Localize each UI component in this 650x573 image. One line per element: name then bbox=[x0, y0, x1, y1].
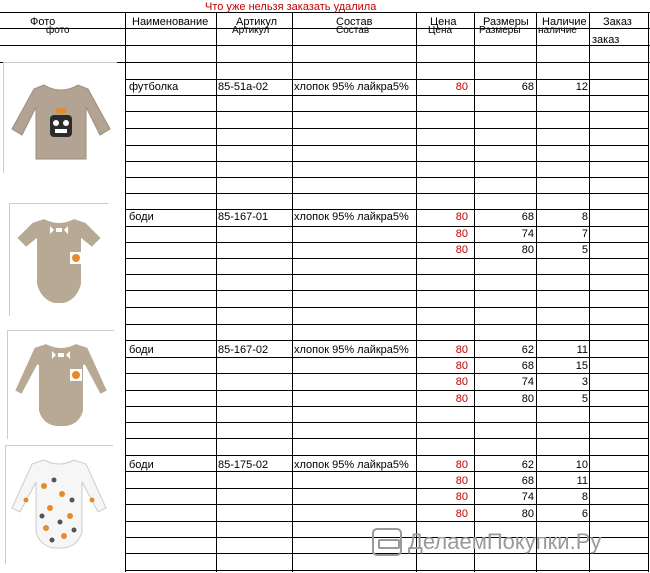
stock-cell: 8 bbox=[581, 491, 588, 503]
grid-row-line bbox=[125, 521, 649, 522]
header-order-sub: заказ bbox=[592, 34, 620, 46]
size-cell: 68 bbox=[521, 475, 534, 487]
bodysuit-print-photo bbox=[5, 445, 113, 564]
stock-cell: 10 bbox=[575, 459, 588, 471]
bodysuit-longsleeve-photo bbox=[7, 330, 114, 439]
product-composition: хлопок 95% лайкра5% bbox=[294, 211, 409, 223]
product-name: футболка bbox=[129, 81, 179, 93]
grid-row-line bbox=[125, 307, 649, 308]
price-cell: 80 bbox=[455, 491, 468, 503]
header-photo: Фото bbox=[30, 16, 56, 28]
header-article-ghost: Артикул bbox=[232, 25, 270, 36]
grid-row-line bbox=[125, 422, 649, 423]
grid-row-line bbox=[125, 455, 649, 456]
stock-cell: 8 bbox=[581, 211, 588, 223]
price-cell: 80 bbox=[455, 360, 468, 372]
stock-cell: 11 bbox=[576, 344, 588, 356]
price-cell: 80 bbox=[455, 211, 468, 223]
price-cell: 80 bbox=[455, 459, 468, 471]
title-note: Что уже нельзя заказать удалила bbox=[205, 1, 377, 13]
price-cell: 80 bbox=[455, 475, 468, 487]
product-name: боди bbox=[129, 344, 154, 356]
price-cell: 80 bbox=[455, 344, 468, 356]
product-name: боди bbox=[129, 459, 154, 471]
stock-cell: 7 bbox=[581, 228, 588, 240]
stock-cell: 5 bbox=[581, 393, 588, 405]
watermark-logo-icon bbox=[372, 528, 402, 556]
size-cell: 74 bbox=[521, 491, 534, 503]
size-cell: 80 bbox=[521, 244, 534, 256]
grid-row-line bbox=[125, 193, 649, 194]
stock-cell: 12 bbox=[575, 81, 588, 93]
grid-row-line bbox=[125, 290, 649, 291]
header-article: Артикул bbox=[236, 16, 278, 28]
header-order: Заказ bbox=[603, 16, 632, 28]
size-cell: 74 bbox=[521, 228, 534, 240]
product-composition: хлопок 95% лайкра5% bbox=[294, 81, 409, 93]
size-cell: 62 bbox=[521, 459, 534, 471]
grid-row-line bbox=[125, 145, 649, 146]
stock-cell: 5 bbox=[581, 244, 588, 256]
stock-cell: 3 bbox=[581, 376, 588, 388]
grid-row-line bbox=[125, 324, 649, 325]
size-cell: 68 bbox=[521, 360, 534, 372]
grid-row-line bbox=[125, 161, 649, 162]
price-cell: 80 bbox=[455, 81, 468, 93]
header-name: Наименование bbox=[132, 16, 209, 28]
header-sizes: Размеры bbox=[483, 16, 529, 28]
grid-row-line bbox=[125, 390, 649, 391]
header-price: Цена bbox=[430, 16, 457, 28]
header-price-ghost: Цена bbox=[428, 25, 453, 36]
size-cell: 80 bbox=[521, 393, 534, 405]
tshirt-photo bbox=[3, 62, 117, 173]
header-composition-ghost: Состав bbox=[336, 25, 370, 36]
stock-cell: 6 bbox=[581, 508, 588, 520]
grid-row-line bbox=[125, 95, 649, 96]
grid-row-line bbox=[125, 488, 649, 489]
product-article: 85-51а-02 bbox=[218, 81, 269, 93]
product-name: боди bbox=[129, 211, 154, 223]
size-cell: 74 bbox=[521, 376, 534, 388]
watermark-text: ДелаемПокупки.Ру bbox=[408, 529, 602, 554]
product-article: 85-175-02 bbox=[218, 459, 269, 471]
stock-cell: 15 bbox=[575, 360, 588, 372]
header-stock: Наличие bbox=[542, 16, 587, 28]
size-cell: 80 bbox=[521, 508, 534, 520]
product-composition: хлопок 95% лайкра5% bbox=[294, 344, 409, 356]
header-composition: Состав bbox=[336, 16, 373, 28]
grid-row-line bbox=[125, 373, 649, 374]
size-cell: 68 bbox=[521, 211, 534, 223]
grid-row-line bbox=[125, 504, 649, 505]
price-cell: 80 bbox=[455, 393, 468, 405]
grid-row-line bbox=[125, 177, 649, 178]
watermark bbox=[372, 528, 601, 556]
grid-row-line bbox=[0, 45, 650, 46]
grid-row-line bbox=[125, 340, 649, 341]
price-cell: 80 bbox=[455, 376, 468, 388]
price-cell: 80 bbox=[455, 508, 468, 520]
header-sizes-ghost: Размеры bbox=[479, 25, 521, 36]
grid-row-line bbox=[125, 406, 649, 407]
grid-row-line bbox=[125, 274, 649, 275]
price-cell: 80 bbox=[455, 228, 468, 240]
grid-row-line bbox=[125, 128, 649, 129]
header-stock-ghost: наличие bbox=[538, 25, 577, 36]
grid-row-line bbox=[125, 438, 649, 439]
product-composition: хлопок 95% лайкра5% bbox=[294, 459, 409, 471]
size-cell: 68 bbox=[521, 81, 534, 93]
stock-cell: 11 bbox=[576, 475, 588, 487]
product-article: 85-167-02 bbox=[218, 344, 269, 356]
size-cell: 62 bbox=[521, 344, 534, 356]
header-photo-ghost: фото bbox=[46, 25, 70, 36]
grid-row-line bbox=[125, 570, 649, 571]
grid-row-line bbox=[125, 111, 649, 112]
grid-row-line bbox=[125, 357, 649, 358]
price-cell: 80 bbox=[455, 244, 468, 256]
bodysuit-photo bbox=[9, 203, 108, 316]
product-article: 85-167-01 bbox=[218, 211, 269, 223]
grid-row-line bbox=[125, 258, 649, 259]
